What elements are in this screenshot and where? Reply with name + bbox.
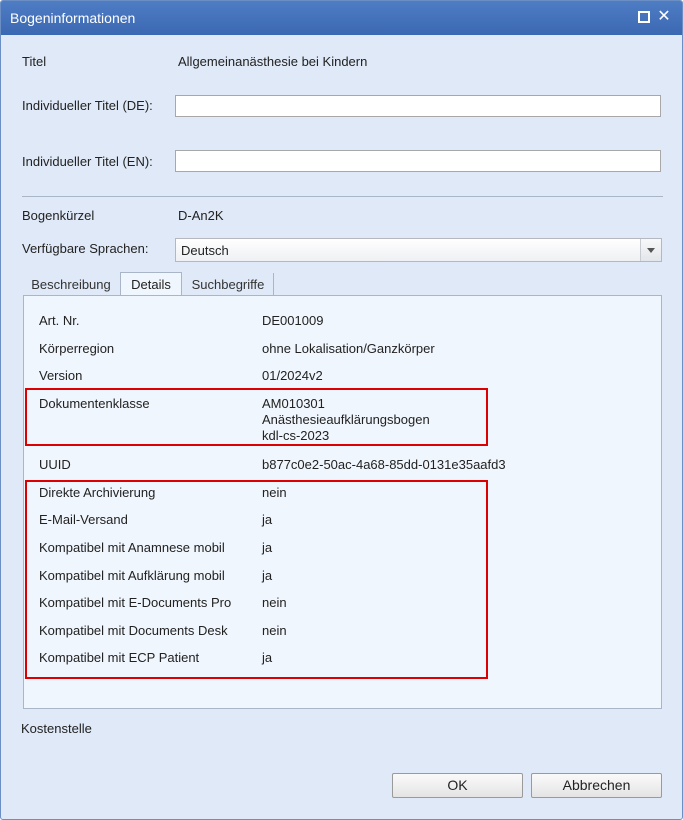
- dialog-title: Bogeninformationen: [10, 10, 136, 26]
- separator: [22, 196, 663, 197]
- flag-value: ja: [262, 650, 273, 665]
- tab-suchbegriffe-label: Suchbegriffe: [191, 277, 265, 292]
- cancel-button[interactable]: Abbrechen: [531, 773, 662, 798]
- version-value: 01/2024v2: [262, 368, 323, 383]
- version-label: Version: [39, 368, 83, 383]
- dokumentenklasse-value-line3: kdl-cs-2023: [262, 428, 330, 443]
- chevron-down-icon[interactable]: [640, 239, 661, 261]
- flag-value: nein: [262, 485, 287, 500]
- titel-value: Allgemeinanästhesie bei Kindern: [178, 54, 368, 69]
- art-nr-value: DE001009: [262, 313, 324, 328]
- close-icon[interactable]: ✕: [657, 8, 671, 25]
- uuid-value: b877c0e2-50ac-4a68-85dd-0131e35aafd3: [262, 457, 506, 472]
- tab-beschreibung-label: Beschreibung: [31, 277, 111, 292]
- titel-label: Titel: [22, 54, 47, 69]
- sprachen-label: Verfügbare Sprachen:: [22, 241, 149, 256]
- flag-label: Direkte Archivierung: [39, 485, 156, 500]
- title-bar[interactable]: [1, 1, 682, 35]
- flag-value: nein: [262, 595, 287, 610]
- dokumentenklasse-value-line2: Anästhesieaufklärungsbogen: [262, 412, 430, 427]
- title-en-input[interactable]: [175, 150, 661, 172]
- flag-value: ja: [262, 540, 273, 555]
- title-de-input[interactable]: [175, 95, 661, 117]
- maximize-icon[interactable]: [637, 10, 651, 24]
- flag-label: Kompatibel mit Anamnese mobil: [39, 540, 225, 555]
- kostenstelle-label: Kostenstelle: [21, 721, 92, 736]
- flag-label: Kompatibel mit Aufklärung mobil: [39, 568, 225, 583]
- tab-details-label: Details: [131, 277, 171, 292]
- flag-label: Kompatibel mit E-Documents Pro: [39, 595, 232, 610]
- dokumentenklasse-label: Dokumentenklasse: [39, 396, 150, 411]
- ok-button[interactable]: OK: [392, 773, 523, 798]
- language-select[interactable]: [175, 238, 662, 262]
- language-select-value: Deutsch: [181, 243, 229, 258]
- flag-value: ja: [262, 512, 273, 527]
- tab-details[interactable]: [120, 272, 182, 296]
- kuerzel-label: Bogenkürzel: [22, 208, 95, 223]
- flag-value: ja: [262, 568, 273, 583]
- tab-suchbegriffe[interactable]: [183, 273, 274, 295]
- dokumentenklasse-value-line1: AM010301: [262, 396, 325, 411]
- koerperregion-label: Körperregion: [39, 341, 115, 356]
- flag-value: nein: [262, 623, 287, 638]
- flag-label: Kompatibel mit ECP Patient: [39, 650, 200, 665]
- art-nr-label: Art. Nr.: [39, 313, 80, 328]
- flag-label: E-Mail-Versand: [39, 512, 128, 527]
- title-en-label: Individueller Titel (EN):: [22, 154, 153, 169]
- tab-beschreibung[interactable]: [23, 273, 119, 295]
- koerperregion-value: ohne Lokalisation/Ganzkörper: [262, 341, 435, 356]
- flag-label: Kompatibel mit Documents Desk: [39, 623, 228, 638]
- uuid-label: UUID: [39, 457, 71, 472]
- kuerzel-value: D-An2K: [178, 208, 224, 223]
- title-de-label: Individueller Titel (DE):: [22, 98, 153, 113]
